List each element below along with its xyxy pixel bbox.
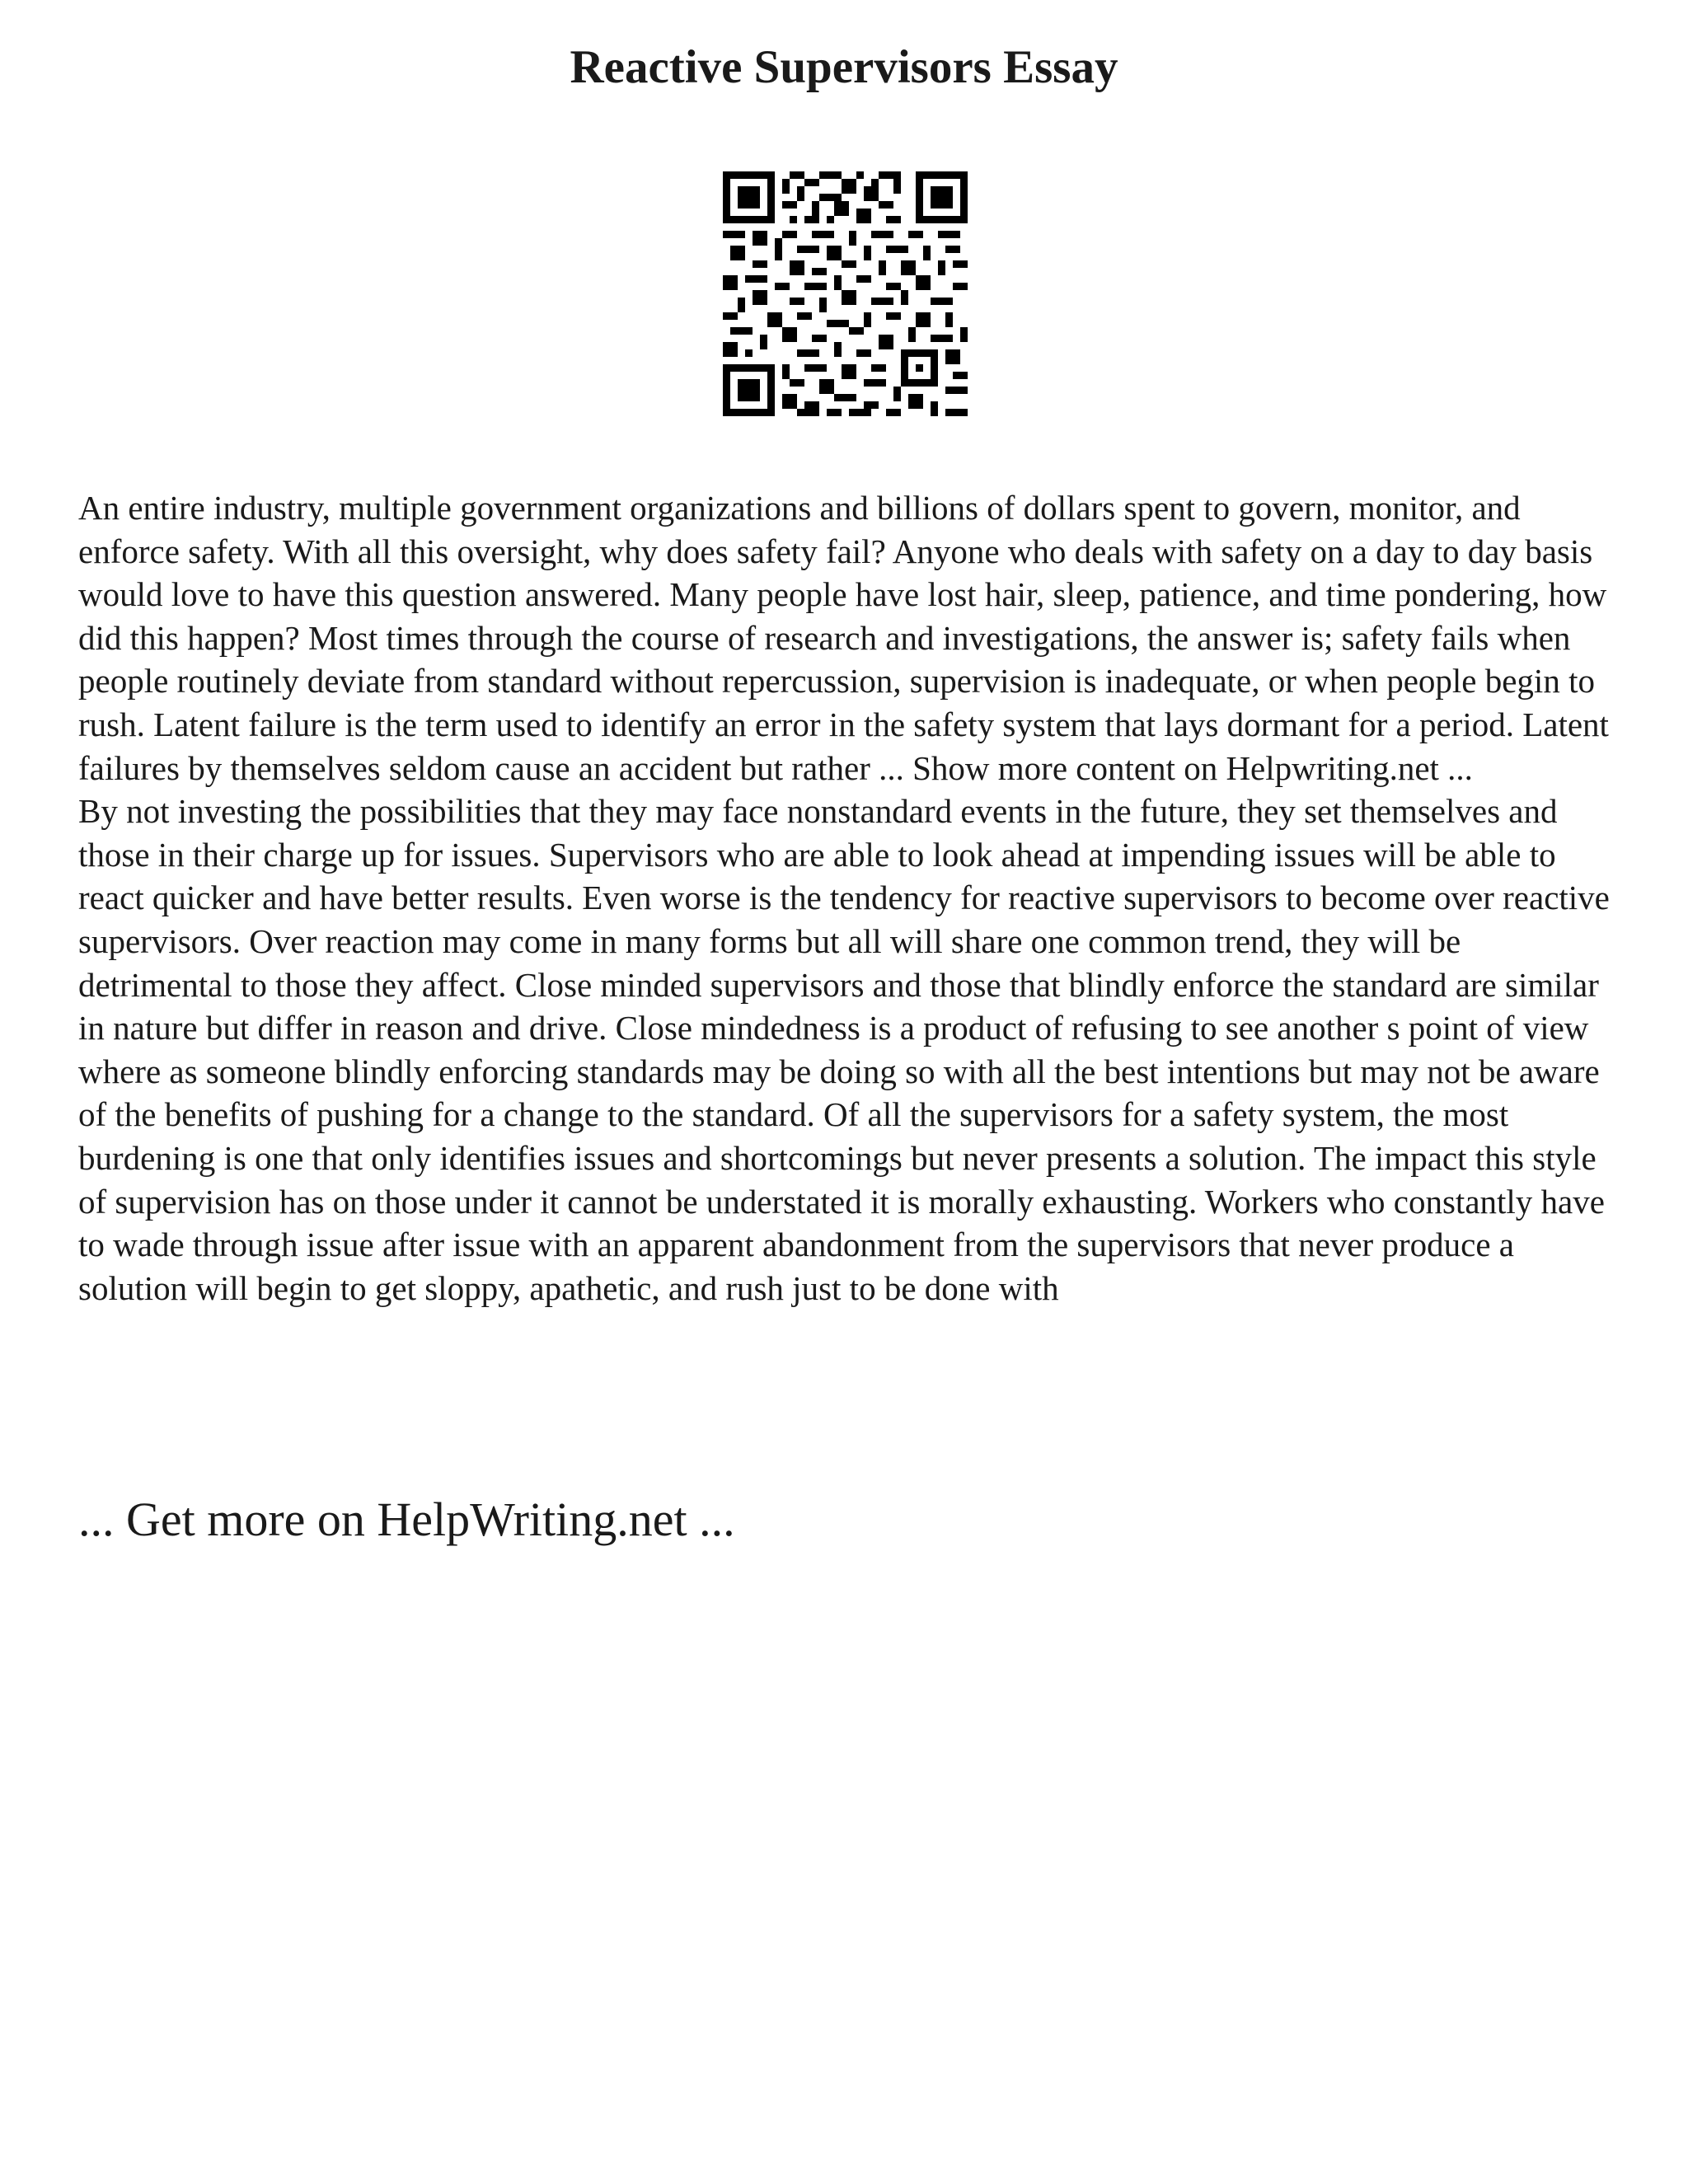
qr-code-icon xyxy=(723,171,968,416)
essay-paragraph: An entire industry, multiple government organizations and billions of dollars spent to govern, monitor, and enforce safety. With all this oversight, why does safety fail? Anyone who deals with safety on a day to day basis would love to have this question answered. Many people have lost hair, sleep, patience, and time pondering, how did this happen? Most times through the course of research and investigations, the answer is; safety fails when people routinely deviate from standard without repercussion, supervision is inadequate, or when people begin to rush. Latent failure is the term used to identify an error in the safety system that lays dormant for a period. Latent failures by themselves seldom cause an accident but rather ... Show more content on Helpwriting.net ... xyxy=(78,489,1609,787)
essay-paragraph: By not investing the possibilities that they may face nonstandard events in the future, they set themselves and those in their charge up for issues. Supervisors who are able to look ahead at impending issues will be able to react quicker and have better results. Even worse is the tendency for reactive supervisors to become over reactive supervisors. Over reaction may come in many forms but all will share one common trend, they will be detrimental to those they affect. Close minded supervisors and those that blindly enforce the standard are similar in nature but differ in reason and drive. Close mindedness is a product of refusing to see another s point of view where as someone blindly enforcing standards may be doing so with all the best intentions but may not be aware of the benefits of pushing for a change to the standard. Of all the supervisors for a safety system, the most burdening is one that only identifies issues and shortcomings but never presents a solution. The impact this style of supervision has on those under it cannot be understated it is morally exhausting. Workers who constantly have to wade through issue after issue with an apparent abandonment from the supervisors that never produce a solution will begin to get sloppy, apathetic, and rush just to be done with xyxy=(78,792,1610,1307)
get-more-link[interactable]: ... Get more on HelpWriting.net ... xyxy=(78,1493,735,1546)
essay-body xyxy=(78,486,1620,1310)
page-title: Reactive Supervisors Essay xyxy=(570,41,1118,93)
